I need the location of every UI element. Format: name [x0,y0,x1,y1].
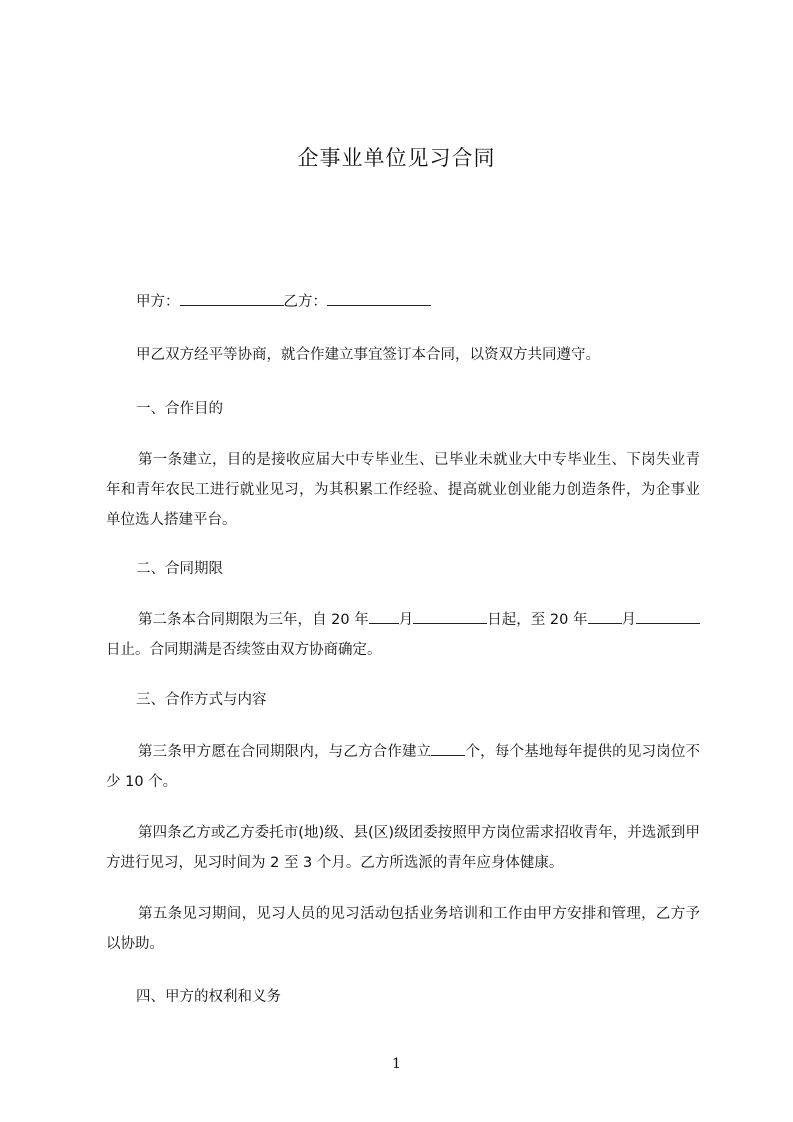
article-2-part-2: 月 [398,612,414,628]
intro-paragraph: 甲乙双方经平等协商，就合作建立事宜签订本合同，以资双方共同遵守。 [136,347,600,363]
start-month-blank [369,609,399,624]
party-a-blank [180,291,284,306]
end-month-blank [588,609,622,624]
party-b-blank [327,291,431,306]
section-heading-rights: 四、甲方的权利和义务 [136,989,281,1005]
article-3 [106,737,700,797]
article-4: 第四条乙方或乙方委托市(地)级、县(区)级团委按照甲方岗位需求招收青年，并选派到甲方进行见习，见习时间为 2 至 3 个月。乙方所选派的青年应身体健康。 [106,825,700,871]
article-2-part-4: 月 [621,612,637,628]
section-heading-purpose: 一、合作目的 [136,401,223,417]
party-b-label: 乙方： [283,294,327,310]
article-3-part-1: 第三条甲方愿在合同期限内，与乙方合作建立 [138,744,432,760]
base-count-blank [431,741,465,756]
article-2-part-5: 日止。合同期满是否续签由双方协商确定。 [106,642,382,658]
article-2-part-3: 日起，至 20 年 [487,612,588,628]
parties-line [136,291,431,312]
article-3-part-2: 个，每个基地每年提供的见习岗位不少 10 个。 [106,744,701,790]
article-2-part-1: 第二条本合同期限为三年，自 20 年 [138,612,369,628]
section-heading-cooperation: 三、合作方式与内容 [136,692,267,708]
party-a-label: 甲方： [136,294,180,310]
article-1: 第一条建立，目的是接收应届大中专毕业生、已毕业未就业大中专毕业生、下岗失业青年和青年农民工进行就业见习，为其积累工作经验、提高就业创业能力创造条件，为企事业单位选人搭建平台。 [106,452,700,528]
article-5: 第五条见习期间，见习人员的见习活动包括业务培训和工作由甲方安排和管理，乙方予以协助。 [106,906,700,952]
section-heading-term: 二、合同期限 [136,561,223,577]
document-title: 企事业单位见习合同 [297,146,496,170]
start-day-blank [413,609,487,624]
page-number: 1 [392,1056,401,1072]
article-2 [106,605,700,665]
end-day-blank [636,609,700,624]
